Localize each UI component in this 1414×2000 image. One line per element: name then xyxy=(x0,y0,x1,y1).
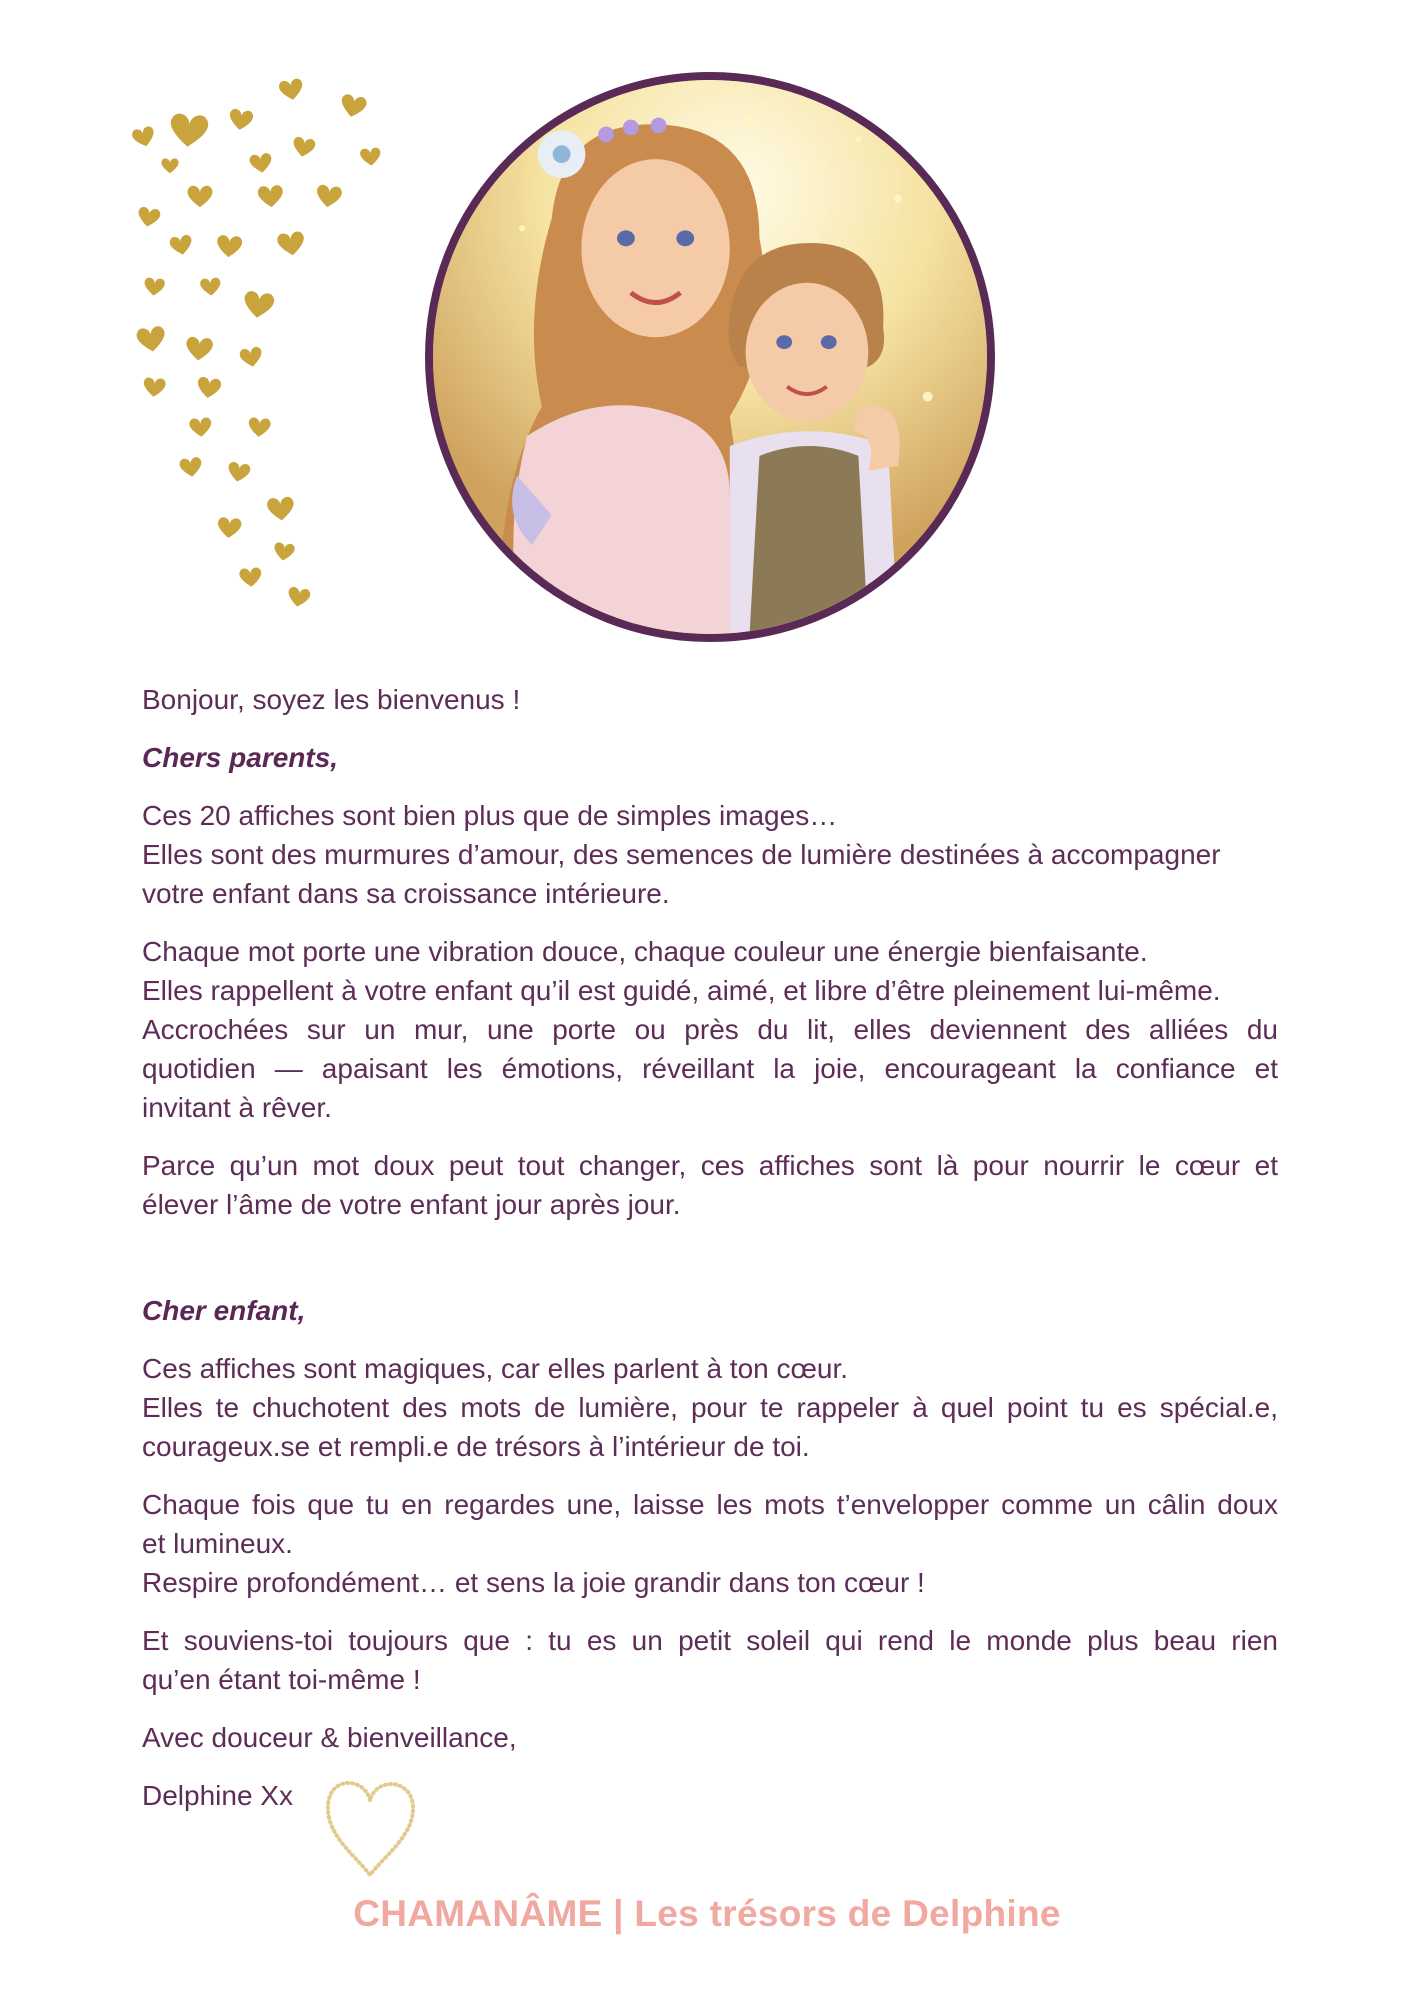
text-line: Parce qu’un mot doux peut tout changer, ces affiches sont là pour nourrir le cœur et xyxy=(142,1150,1278,1181)
gold-heart-icon xyxy=(339,93,368,119)
paragraph-parents-1 xyxy=(142,796,1278,913)
paragraph-parents-3 xyxy=(142,1146,1278,1224)
gold-hearts-decoration xyxy=(130,60,420,620)
gold-heart-icon xyxy=(144,277,166,296)
gold-heart-icon xyxy=(360,147,382,166)
gold-heart-icon xyxy=(226,461,251,483)
text-line: Accrochées sur un mur, une porte ou près du lit, elles deviennent des alliées du xyxy=(142,1014,1278,1045)
glitter-heart-icon xyxy=(310,1760,440,1890)
text-line: quotidien — apaisant les émotions, réveillant la joie, encourageant la confiance et xyxy=(142,1053,1278,1084)
brand-footer: CHAMANÂME | Les trésors de Delphine xyxy=(353,1893,1061,1934)
text-line: Chaque mot porte une vibration douce, chaque couleur une énergie bienfaisante. xyxy=(142,936,1148,967)
section-gap xyxy=(142,1243,1278,1291)
text-line: Elles te chuchotent des mots de lumière, pour te rappeler à quel point tu es spécial.e, xyxy=(142,1392,1278,1423)
paragraph-child-2 xyxy=(142,1485,1278,1602)
text-line: courageux.se et rempli.e de trésors à l’intérieur de toi. xyxy=(142,1431,810,1462)
text-line: Elles rappellent à votre enfant qu’il est guidé, aimé, et libre d’être pleinement lui-même. xyxy=(142,975,1221,1006)
gold-heart-icon xyxy=(169,113,209,148)
text-line: invitant à rêver. xyxy=(142,1092,332,1123)
text-line: Ces 20 affiches sont bien plus que de simples images… xyxy=(142,800,838,831)
gold-heart-icon xyxy=(242,290,275,319)
paragraph-parents-2 xyxy=(142,932,1278,1127)
text-line: Ces affiches sont magiques, car elles parlent à ton cœur. xyxy=(142,1353,849,1384)
gold-heart-icon xyxy=(136,325,167,353)
gold-heart-icon xyxy=(169,234,194,256)
gold-heart-icon xyxy=(291,136,316,158)
text-line: et lumineux. xyxy=(142,1528,293,1559)
portrait-illustration xyxy=(433,80,987,634)
gold-heart-icon xyxy=(189,417,212,438)
gold-heart-icon xyxy=(143,377,166,398)
gold-heart-icon xyxy=(273,542,296,562)
gold-heart-icon xyxy=(136,206,161,228)
gold-heart-icon xyxy=(217,517,242,539)
glitter-heart-outline xyxy=(328,1783,413,1875)
gold-heart-icon xyxy=(277,231,306,257)
salutation-parents: Chers parents, xyxy=(142,742,339,773)
gold-heart-icon xyxy=(196,376,222,399)
gold-heart-icon xyxy=(185,336,213,361)
text-line: Elles sont des murmures d’amour, des semences de lumière destinées à accompagner xyxy=(142,839,1221,870)
gold-heart-icon xyxy=(131,125,157,149)
gold-heart-icon xyxy=(286,586,311,608)
gold-heart-icon xyxy=(315,184,343,209)
text-line: Respire profondément… et sens la joie grandir dans ton cœur ! xyxy=(142,1567,925,1598)
text-line: votre enfant dans sa croissance intérieure. xyxy=(142,878,670,909)
gold-heart-icon xyxy=(278,78,305,102)
gold-heart-icon xyxy=(216,235,243,259)
salutation-child: Cher enfant, xyxy=(142,1295,306,1326)
gold-heart-icon xyxy=(248,417,271,438)
letter-body xyxy=(142,680,1278,1834)
gold-heart-icon xyxy=(239,346,264,368)
text-line: Et souviens-toi toujours que : tu es un petit soleil qui rend le monde plus beau rien xyxy=(142,1625,1278,1656)
gold-heart-icon xyxy=(228,108,254,131)
text-line: élever l’âme de votre enfant jour après jour. xyxy=(142,1189,681,1220)
girl-and-boy-portrait xyxy=(425,72,995,642)
gold-heart-icon xyxy=(267,496,295,521)
paragraph-child-3 xyxy=(142,1621,1278,1699)
gold-heart-icon xyxy=(188,186,213,208)
gold-heart-icon xyxy=(200,277,222,296)
gold-heart-icon xyxy=(239,567,262,588)
signature: Delphine Xx xyxy=(142,1780,293,1811)
gold-heart-icon xyxy=(179,456,203,478)
closing: Avec douceur & bienveillance, xyxy=(142,1722,517,1753)
greeting: Bonjour, soyez les bienvenus ! xyxy=(142,684,521,715)
gold-heart-icon xyxy=(249,152,273,174)
text-line: Chaque fois que tu en regardes une, laisse les mots t’envelopper comme un câlin doux xyxy=(142,1489,1278,1520)
gold-heart-icon xyxy=(257,185,284,209)
gold-heart-icon xyxy=(161,158,178,173)
text-line: qu’en étant toi-même ! xyxy=(142,1664,421,1695)
paragraph-child-1 xyxy=(142,1349,1278,1466)
